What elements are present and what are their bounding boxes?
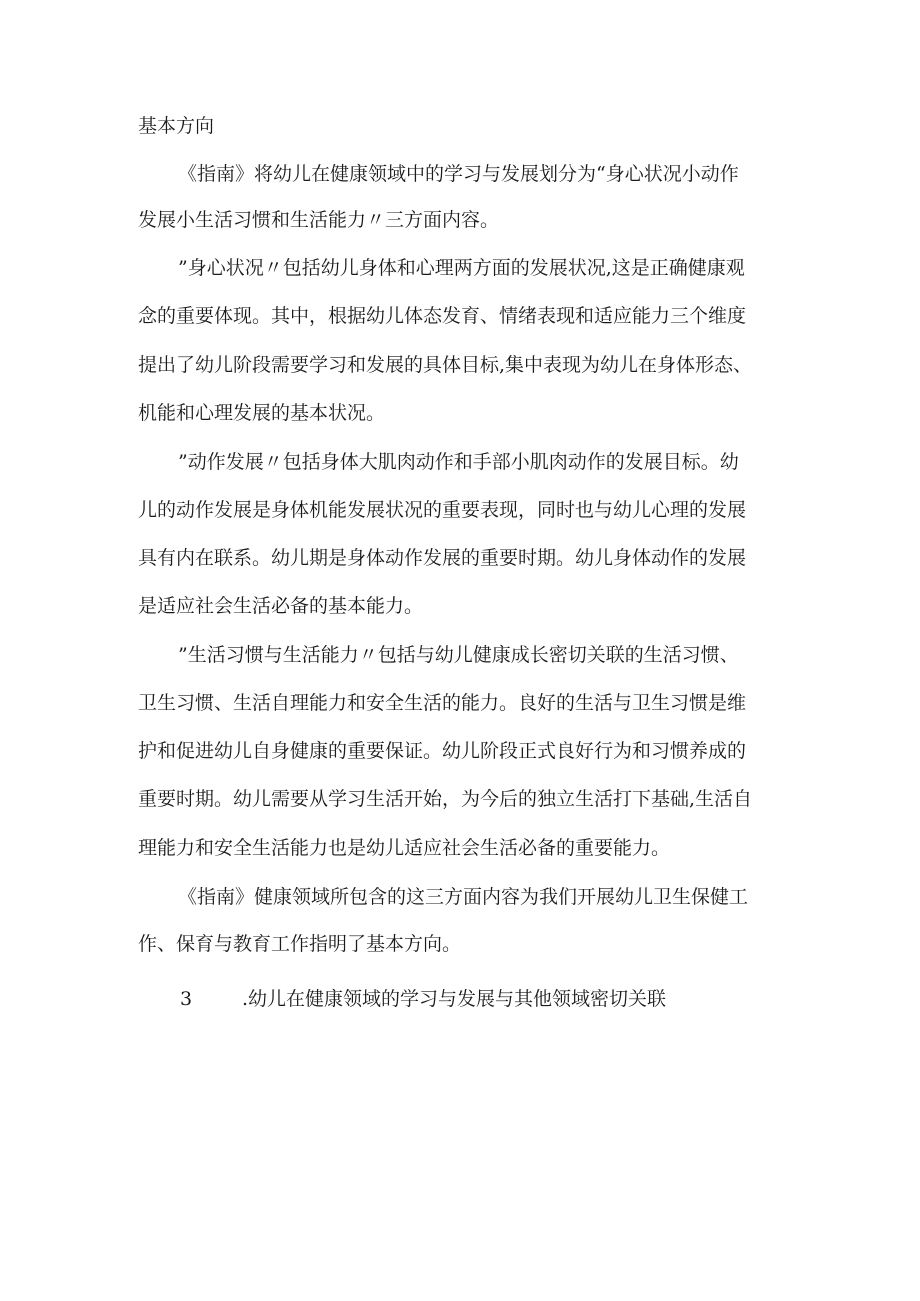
text-line: 理能力和安全生活能力也是幼儿适应社会生活必备的重要能力。	[138, 837, 671, 859]
text-line: 发展小生活习惯和生活能力〃三方面内容。	[138, 209, 500, 231]
text-line: 提出了幼儿阶段需要学习和发展的具体目标,集中表现为幼儿在身体形态、	[138, 354, 753, 376]
paragraph-first-line: ”生活习惯与生活能力〃包括与幼儿健康成长密切关联的生活习惯、	[178, 644, 739, 666]
text-line: 具有内在联系。幼儿期是身体动作发展的重要时期。幼儿身体动作的发展	[138, 547, 747, 569]
text-line: 是适应社会生活必备的基本能力。	[138, 595, 424, 617]
text-line: 机能和心理发展的基本状况。	[138, 402, 386, 424]
text-line: 护和促进幼儿自身健康的重要保证。幼儿阶段正式良好行为和习惯养成的	[138, 740, 747, 762]
paragraph-first-line: 《指南》健康领域所包含的这三方面内容为我们开展幼儿卫生保健工	[178, 886, 749, 908]
section-number: 3	[180, 988, 193, 1010]
text-line: 重要时期。幼儿需要从学习生活开始，为今后的独立生活打下基础,生活自	[138, 788, 753, 810]
text-line: 卫生习惯、生活自理能力和安全生活的能力。良好的生活与卫生习惯是维	[138, 692, 747, 714]
paragraph-first-line: ”动作发展〃包括身体大肌肉动作和手部小肌肉动作的发展目标。幼	[178, 451, 739, 473]
section-title: .幼儿在健康领域的学习与发展与其他领域密切关联	[242, 988, 667, 1010]
text-line: 念的重要体现。其中，根据幼儿体态发育、情绪表现和适应能力三个维度	[138, 305, 747, 327]
text-line: 作、保育与教育工作指明了基本方向。	[138, 933, 462, 955]
text-line: 儿的动作发展是身体机能发展状况的重要表现，同时也与幼儿心理的发展	[138, 499, 747, 521]
text-line: 基本方向	[138, 115, 215, 137]
paragraph-first-line: 《指南》将幼儿在健康领域中的学习与发展划分为“身心状况小动作	[178, 163, 739, 185]
paragraph-first-line: ”身心状况〃包括幼儿身体和心理两方面的发展状况,这是正确健康观	[178, 257, 745, 279]
